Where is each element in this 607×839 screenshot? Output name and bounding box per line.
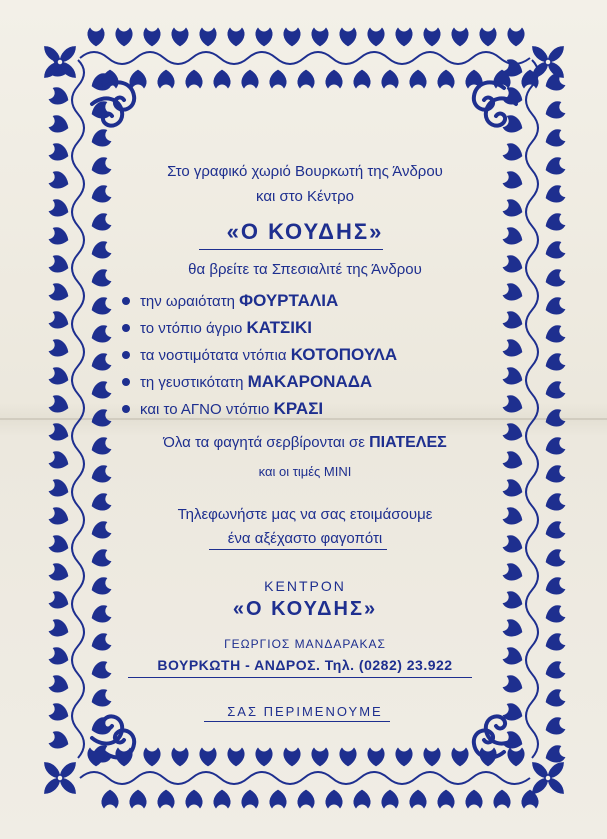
leaf-icon xyxy=(256,28,272,46)
leaf-icon xyxy=(48,226,71,248)
leaf-icon xyxy=(543,128,566,150)
leaf-icon xyxy=(48,254,71,276)
leaf-icon xyxy=(354,790,370,808)
leaf-icon xyxy=(543,212,566,234)
leaf-icon xyxy=(158,790,174,808)
leaf-icon xyxy=(144,748,160,766)
leaf-icon xyxy=(326,790,342,808)
leaf-icon xyxy=(158,70,174,88)
leaf-icon xyxy=(200,748,216,766)
leaf-icon xyxy=(543,380,566,402)
leaf-icon xyxy=(480,28,496,46)
leaf-icon xyxy=(410,790,426,808)
leaf-icon xyxy=(312,748,328,766)
leaf-icon xyxy=(354,70,370,88)
leaf-icon xyxy=(48,534,71,556)
footer-kentron: ΚΕΝΤΡΟΝ xyxy=(264,578,346,594)
leaf-icon xyxy=(543,492,566,514)
leaf-icon xyxy=(144,28,160,46)
leaf-icon xyxy=(242,70,258,88)
right-vine-stem xyxy=(526,60,538,758)
leaf-icon xyxy=(494,790,510,808)
served-line xyxy=(95,434,515,452)
dish-description: τη γευστικότατη xyxy=(140,374,248,391)
leaf-icon xyxy=(543,716,566,738)
footer-restaurant-name: «Ο ΚΟΥΔΗΣ» xyxy=(232,598,378,620)
leaf-icon xyxy=(502,674,525,696)
leaf-icon xyxy=(340,748,356,766)
leaf-icon xyxy=(48,282,71,304)
address-underline xyxy=(128,677,472,678)
rosette-center-icon xyxy=(545,59,551,65)
list-item xyxy=(122,318,522,345)
leaf-icon xyxy=(200,28,216,46)
top-vine-stem xyxy=(80,52,530,64)
rosette-center-icon xyxy=(57,775,63,781)
leaf-icon xyxy=(543,548,566,570)
rosette-center-icon xyxy=(57,59,63,65)
leaf-icon xyxy=(89,380,112,402)
leaf-icon xyxy=(543,408,566,430)
leaf-icon xyxy=(48,198,71,220)
footer-owner: ΓΕΩΡΓΙΟΣ ΜΑΝΔΑΡΑΚΑΣ xyxy=(224,637,386,651)
leaf-icon xyxy=(543,156,566,178)
leaf-icon xyxy=(89,352,112,374)
leaf-icon xyxy=(543,576,566,598)
bullet-icon xyxy=(122,378,130,386)
leaf-icon xyxy=(256,748,272,766)
leaf-icon xyxy=(48,618,71,640)
leaf-icon xyxy=(368,28,384,46)
leaf-icon xyxy=(48,590,71,612)
list-item xyxy=(122,372,522,399)
leaf-icon xyxy=(89,296,112,318)
leaf-icon xyxy=(543,324,566,346)
leaf-icon xyxy=(89,548,112,570)
leaf-icon xyxy=(508,748,524,766)
bullet-icon xyxy=(122,324,130,332)
leaf-icon xyxy=(48,338,71,360)
served-text: Όλα τα φαγητά σερβίρονται σε xyxy=(163,434,370,451)
leaf-icon xyxy=(48,142,71,164)
leaf-icon xyxy=(48,450,71,472)
leaf-icon xyxy=(48,730,71,752)
leaf-icon xyxy=(48,310,71,332)
leaf-icon xyxy=(48,702,71,724)
dish-description: τα νοστιμότατα ντόπια xyxy=(140,347,291,364)
leaf-icon xyxy=(543,240,566,262)
leaf-icon xyxy=(396,28,412,46)
leaf-icon xyxy=(382,790,398,808)
leaf-icon xyxy=(543,632,566,654)
list-item xyxy=(122,345,522,372)
leaf-icon xyxy=(48,170,71,192)
leaf-icon xyxy=(543,100,566,122)
leaf-icon xyxy=(48,366,71,388)
leaf-icon xyxy=(298,790,314,808)
leaf-icon xyxy=(214,70,230,88)
list-item xyxy=(122,291,522,318)
served-emphasis: ΠΙΑΤΕΛΕΣ xyxy=(369,434,447,451)
list-item xyxy=(122,399,522,426)
leaf-icon xyxy=(298,70,314,88)
leaf-icon xyxy=(48,394,71,416)
bullet-icon xyxy=(122,351,130,359)
leaf-icon xyxy=(543,660,566,682)
leaf-icon xyxy=(543,520,566,542)
restaurant-name-heading: «Ο ΚΟΥΔΗΣ» xyxy=(226,219,384,244)
heading-underline xyxy=(199,249,383,250)
leaf-icon xyxy=(48,646,71,668)
closing-line: ΣΑΣ ΠΕΡΙΜΕΝΟΥΜΕ xyxy=(227,704,383,719)
specialties-list xyxy=(122,291,522,426)
call-underline xyxy=(209,549,387,550)
leaf-icon xyxy=(312,28,328,46)
intro-line-1: Στο γραφικό χωριό Βουρκωτή της Άνδρου xyxy=(167,163,443,180)
leaf-icon xyxy=(186,790,202,808)
leaf-icon xyxy=(89,324,112,346)
leaf-icon xyxy=(186,70,202,88)
specialties-intro: θα βρείτε τα Σπεσιαλιτέ της Άνδρου xyxy=(188,261,422,278)
dish-name: ΜΑΚΑΡΟΝΑΔΑ xyxy=(247,372,373,391)
leaf-icon xyxy=(543,604,566,626)
leaf-icon xyxy=(172,28,188,46)
leaf-icon xyxy=(284,28,300,46)
leaf-icon xyxy=(452,748,468,766)
leaf-icon xyxy=(543,268,566,290)
leaf-icon xyxy=(228,28,244,46)
leaf-icon xyxy=(89,408,112,430)
leaf-icon xyxy=(88,28,104,46)
leaf-icon xyxy=(228,748,244,766)
leaf-icon xyxy=(438,790,454,808)
leaf-icon xyxy=(270,790,286,808)
leaf-icon xyxy=(410,70,426,88)
leaf-icon xyxy=(214,790,230,808)
leaf-icon xyxy=(368,748,384,766)
rosette-center-icon xyxy=(545,775,551,781)
leaf-icon xyxy=(89,128,112,150)
leaf-icon xyxy=(48,114,71,136)
leaf-icon xyxy=(543,464,566,486)
leaf-icon xyxy=(543,688,566,710)
call-line-1: Τηλεφωνήστε μας να σας ετοιμάσουμε xyxy=(177,506,433,523)
prices-line: και οι τιμές ΜΙΝΙ xyxy=(258,464,352,479)
bullet-icon xyxy=(122,297,130,305)
call-line-2: ένα αξέχαστο φαγοπότι xyxy=(227,530,383,547)
leaf-icon xyxy=(502,142,525,164)
leaf-icon xyxy=(172,748,188,766)
dish-name: ΚΑΤΣΙΚΙ xyxy=(246,318,312,337)
leaf-icon xyxy=(424,748,440,766)
dish-description: και το ΑΓΝΟ ντόπιο xyxy=(140,401,274,418)
closing-underline xyxy=(204,721,390,722)
bottom-vine-stem xyxy=(80,772,530,784)
dish-name: ΚΟΤΟΠΟΥΛΑ xyxy=(290,345,398,364)
leaf-icon xyxy=(284,748,300,766)
leaf-icon xyxy=(466,790,482,808)
dish-description: το ντόπιο άγριο xyxy=(140,320,247,337)
leaf-icon xyxy=(48,422,71,444)
intro-line-2: και στο Κέντρο xyxy=(256,188,354,205)
dish-name: ΦΟΥΡΤΑΛΙΑ xyxy=(239,291,339,310)
leaf-icon xyxy=(102,790,118,808)
leaf-icon xyxy=(326,70,342,88)
leaf-icon xyxy=(438,70,454,88)
leaf-icon xyxy=(48,506,71,528)
leaf-icon xyxy=(424,28,440,46)
leaf-icon xyxy=(48,674,71,696)
leaf-icon xyxy=(116,28,132,46)
leaf-icon xyxy=(543,184,566,206)
leaf-icon xyxy=(242,790,258,808)
leaf-icon xyxy=(130,790,146,808)
leaf-icon xyxy=(270,70,286,88)
leaf-icon xyxy=(396,748,412,766)
leaf-icon xyxy=(382,70,398,88)
leaf-icon xyxy=(340,28,356,46)
leaf-icon xyxy=(48,478,71,500)
leaf-icon xyxy=(48,86,71,108)
left-vine-stem xyxy=(72,60,84,758)
leaf-icon xyxy=(543,436,566,458)
leaf-icon xyxy=(452,28,468,46)
dish-name: ΚΡΑΣΙ xyxy=(273,399,324,418)
leaf-icon xyxy=(508,28,524,46)
footer-address: ΒΟΥΡΚΩΤΗ - ΑΝΔΡΟΣ. Τηλ. (0282) 23.922 xyxy=(157,657,453,673)
bullet-icon xyxy=(122,405,130,413)
leaf-icon xyxy=(502,478,525,500)
leaf-icon xyxy=(543,296,566,318)
leaf-icon xyxy=(130,70,146,88)
leaf-icon xyxy=(543,352,566,374)
dish-description: την ωραιότατη xyxy=(140,293,240,310)
leaf-icon xyxy=(48,562,71,584)
